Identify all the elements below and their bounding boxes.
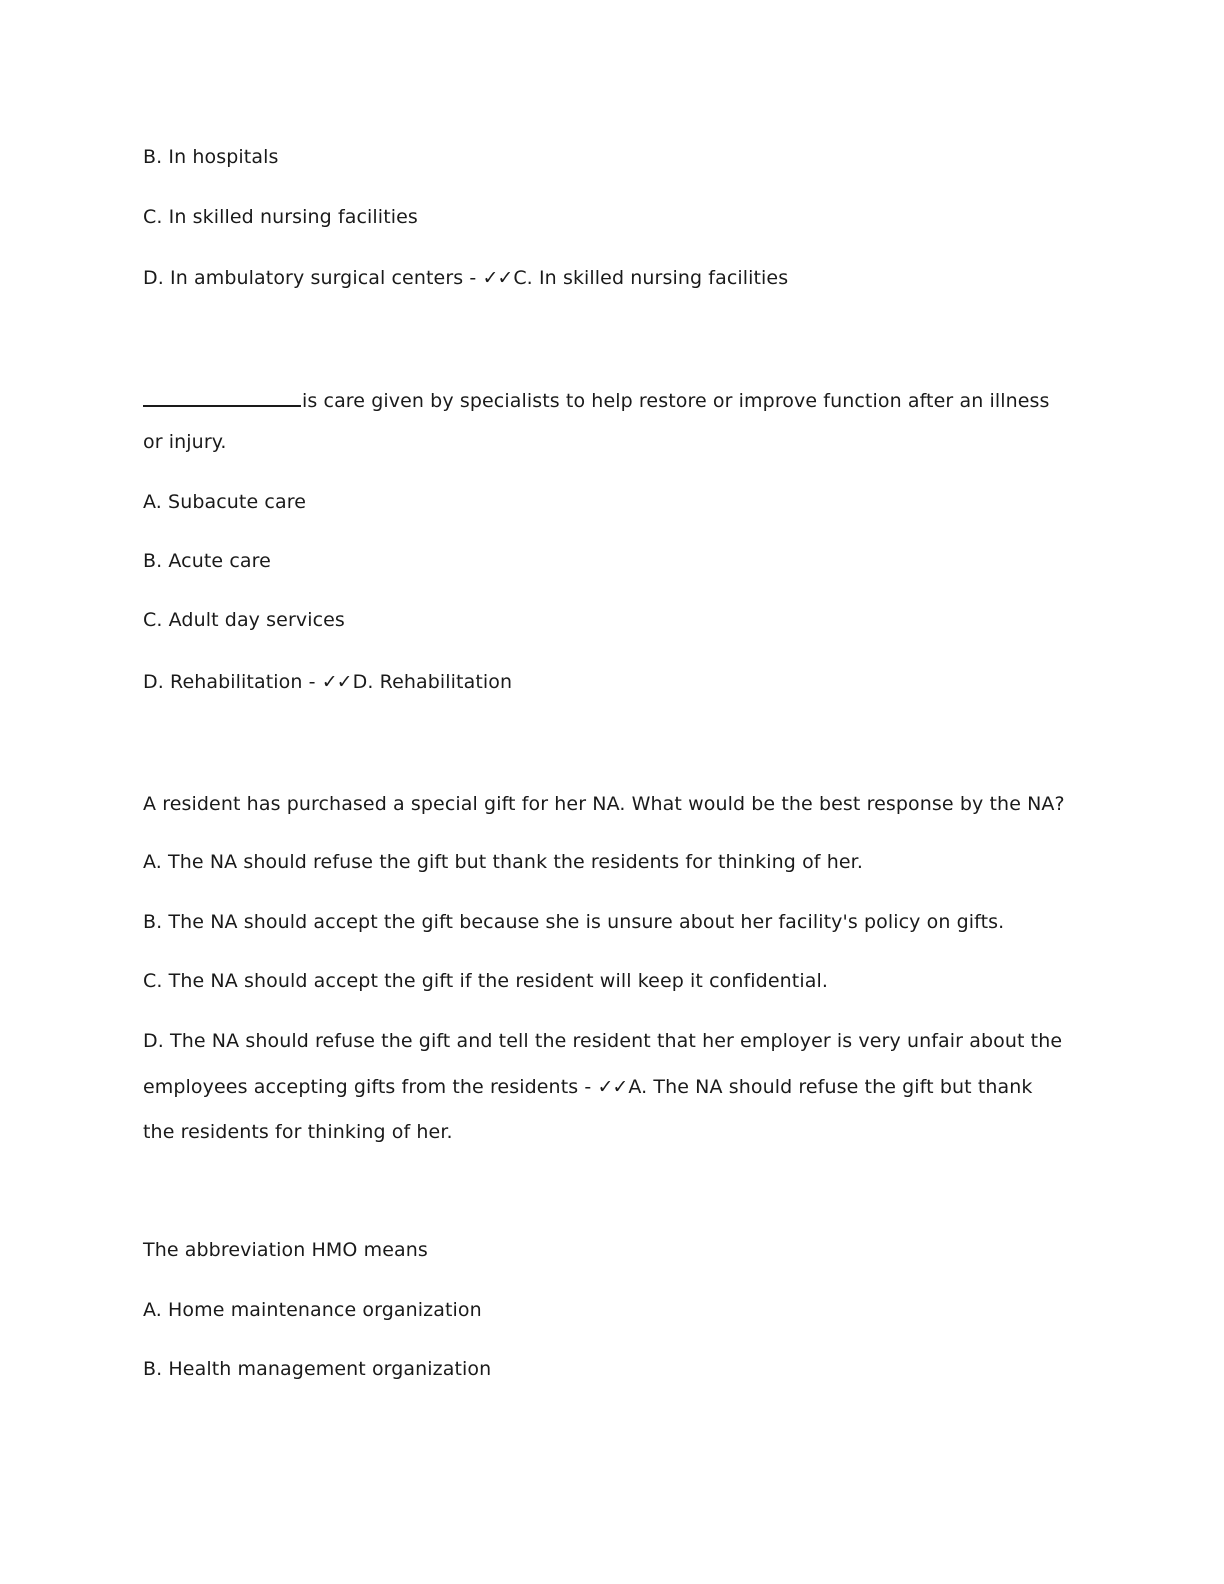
q3-option-d-line2 (143, 1075, 1033, 1099)
fill-in-blank (143, 387, 301, 407)
q1-option-b: B. In hospitals (143, 146, 279, 168)
q2-option-d-text: D. Rehabilitation - (143, 671, 322, 693)
q3-option-d-line1: D. The NA should refuse the gift and tell the resident that her employer is very unfair about the (143, 1030, 1063, 1052)
q3-option-d-text: employees accepting gifts from the residents - (143, 1076, 598, 1098)
q2-option-a: A. Subacute care (143, 491, 306, 513)
q3-question: A resident has purchased a special gift for her NA. What would be the best response by the NA? (143, 793, 1065, 815)
q1-option-c: C. In skilled nursing facilities (143, 206, 418, 228)
q3-option-c: C. The NA should accept the gift if the resident will keep it confidential. (143, 970, 828, 992)
q2-option-c: C. Adult day services (143, 609, 345, 631)
q2-question-line2: or injury. (143, 431, 227, 453)
q1-option-d (143, 266, 788, 290)
q4-option-a: A. Home maintenance organization (143, 1299, 482, 1321)
q2-question-text: is care given by specialists to help restore or improve function after an illness (302, 390, 1050, 412)
q3-answer-line2: the residents for thinking of her. (143, 1121, 453, 1143)
q3-option-b: B. The NA should accept the gift because she is unsure about her facility's policy on gifts. (143, 911, 1005, 933)
q4-question: The abbreviation HMO means (143, 1239, 428, 1261)
q1-option-d-text: D. In ambulatory surgical centers - (143, 267, 483, 289)
q3-option-a: A. The NA should refuse the gift but thank the residents for thinking of her. (143, 851, 863, 873)
q2-option-d (143, 670, 512, 694)
q2-answer: D. Rehabilitation (352, 671, 513, 693)
checkmark-icon: ✓✓ (482, 267, 513, 289)
checkmark-icon: ✓✓ (597, 1076, 628, 1098)
q3-answer-line1: A. The NA should refuse the gift but thank (628, 1076, 1033, 1098)
q2-option-b: B. Acute care (143, 550, 271, 572)
q4-option-b: B. Health management organization (143, 1358, 492, 1380)
q1-answer: C. In skilled nursing facilities (513, 267, 789, 289)
q2-question-line1 (143, 387, 1050, 413)
checkmark-icon: ✓✓ (321, 671, 352, 693)
